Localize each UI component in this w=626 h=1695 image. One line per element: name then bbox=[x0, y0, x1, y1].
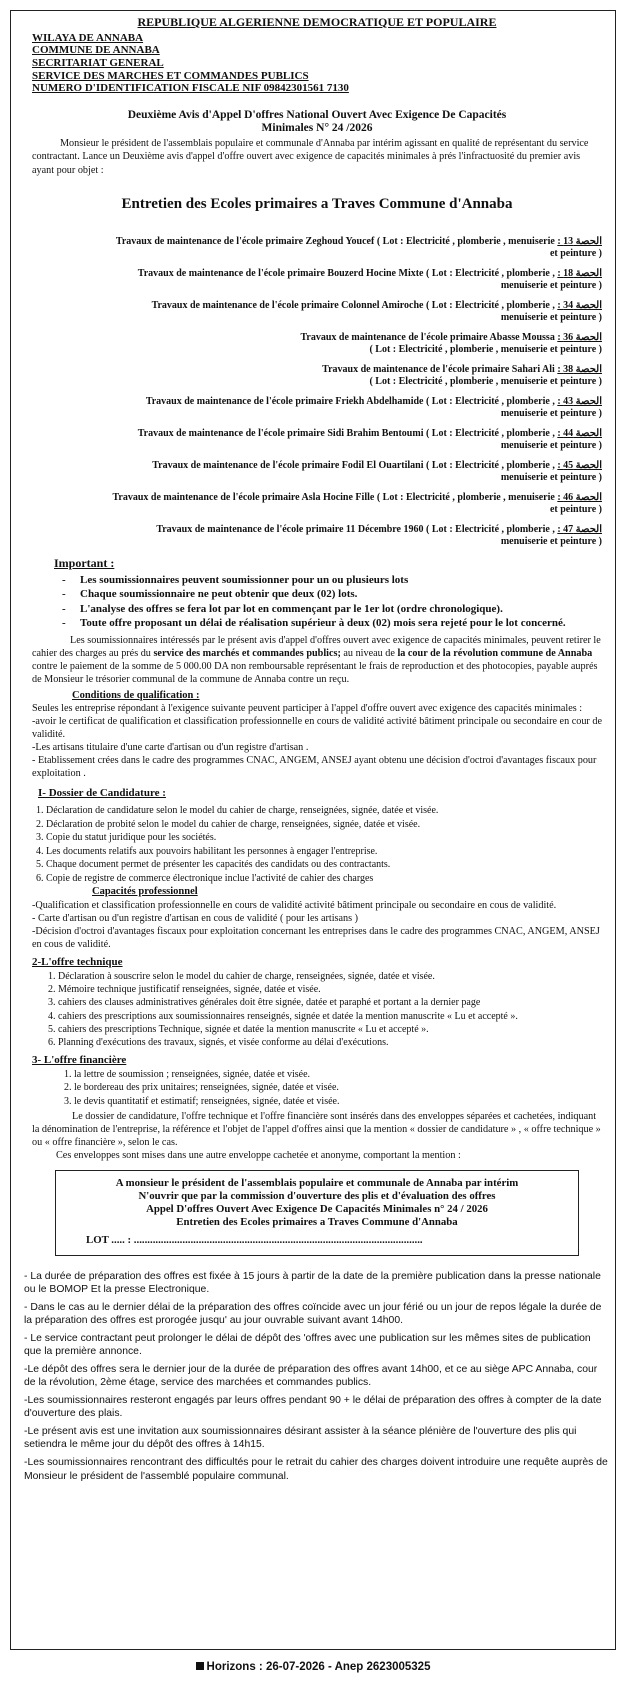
lot-item bbox=[32, 300, 602, 324]
lot-description: Travaux de maintenance de l'école primaire Asla Hocine Fille ( Lot : Electricité , plomberie , menuiserie bbox=[112, 491, 558, 503]
dossier-item: 6. Copie de registre de commerce électronique inclue l'activité de cahier des charges bbox=[46, 872, 602, 886]
avis-title-line1: Deuxième Avis d'Appel D'offres National Ouvert Avec Exigence De Capacités bbox=[127, 109, 507, 121]
qualification-line: -avoir le certificat de qualification et classification professionnelle en cours de validité activité bâtiment principale ou secondaire en cour de validité. bbox=[32, 715, 602, 741]
lot-item bbox=[32, 364, 602, 388]
envelope-line-4: Entretien des Ecoles primaires a Traves Commune d'Annaba bbox=[176, 1216, 458, 1229]
envelope-line-3: Appel D'offres Ouvert Avec Exigence De Capacités Minimales n° 24 / 2026 bbox=[146, 1203, 488, 1216]
technique-item: 4. cahiers des prescriptions aux soumissionnaires renseignés, signée et datée la mention manuscrite « Lu et accepté ». bbox=[58, 1010, 602, 1023]
retrait-text-3: contre le paiement de la somme de 5 000.00 DA non remboursable représentant le frais de reproduction et des photocopies, payable auprés de Monsieur le trésorier communal de la commune de Annaba contre un reçu. bbox=[32, 661, 598, 686]
important-item: - Les soumissionnaires peuvent soumissionner pour un ou plusieurs lots bbox=[62, 573, 602, 587]
important-title: Important : bbox=[54, 555, 115, 570]
envelope-line-1: A monsieur le président de l'assemblais populaire et communale de Annaba par intérim bbox=[115, 1176, 519, 1189]
lot-description: Travaux de maintenance de l'école primaire Friekh Abdelhamide ( Lot : Electricité , plomberie , bbox=[145, 395, 558, 407]
notice-content bbox=[24, 15, 608, 1487]
lot-continuation: menuiserie et peinture ) bbox=[500, 535, 602, 547]
technique-item: 1. Déclaration à souscrire selon le model du cahier de charge, renseignées, signée, datée et visée. bbox=[58, 970, 602, 983]
lot-item bbox=[32, 492, 602, 516]
dossier-item: 4. Les documents relatifs aux pouvoirs habilitant les personnes à engager l'entreprise. bbox=[46, 845, 602, 859]
condition-paragraph: - Dans le cas au le dernier délai de la préparation des offres coïncide avec un jour férié ou un jour de repos légale la durée de la préparation des offres est prorogée jusqu' au jour ouvrable suivant avant 14h00. bbox=[24, 1301, 602, 1327]
condition-paragraph: -Les soumissionnaires rencontrant des difficultés pour le retrait du cahier des charges doivent introduire une requête auprès de Monsieur le président de l'assemblé populaire communal. bbox=[24, 1457, 608, 1482]
financiere-item: 3. le devis quantitatif et estimatif; renseignées, signée, datée et visée. bbox=[74, 1095, 602, 1108]
lot-item bbox=[32, 236, 602, 260]
financiere-item: 2. le bordereau des prix unitaires; renseignées, signée, datée et visée. bbox=[74, 1081, 602, 1094]
conditions-section bbox=[24, 1270, 608, 1483]
header-block bbox=[32, 16, 602, 95]
financiere-item: 1. la lettre de soumission ; renseignées, signée, datée et visée. bbox=[74, 1068, 602, 1081]
lot-continuation: menuiserie et peinture ) bbox=[500, 471, 602, 483]
condition-paragraph: -Le présent avis est une invitation aux soumissionnaires désirant assister à la séance plénière de l'ouverture des plis qui setiendra le même jour du dépôt des offres à 14h15. bbox=[24, 1425, 577, 1451]
dossier-title: I- Dossier de Candidature : bbox=[38, 787, 166, 800]
retrait-bold-1: service des marchés et commandes publics; bbox=[153, 648, 341, 660]
qualification-line: -Les artisans titulaire d'une carte d'artisan ou d'un registre d'artisan . bbox=[32, 742, 309, 754]
envelope-line-2: N'ouvrir que par la commission d'ouverture des plis et d'évaluation des offres bbox=[138, 1190, 496, 1203]
lot-description: Travaux de maintenance de l'école primaire 11 Décembre 1960 ( Lot : Electricité , plomberie , bbox=[156, 523, 558, 535]
technique-item: 2. Mémoire technique justificatif renseignées, signée, datée et visée. bbox=[58, 983, 602, 996]
lot-continuation: menuiserie et peinture ) bbox=[500, 407, 602, 419]
lot-description: Travaux de maintenance de l'école primaire Bouzerd Hocine Mixte ( Lot : Electricité , plomberie , bbox=[137, 267, 558, 279]
lot-number: الحصة 13 : bbox=[557, 235, 602, 247]
retrait-text-1: Les soumissionnaires intéressés par le présent avis d'appel d'offres ouvert avec exigence de capacités minimales, peuvent retirer le cahier des charges au prés du bbox=[32, 635, 601, 660]
footer-text: Horizons : 26-07-2026 - Anep 2623005325 bbox=[206, 1661, 431, 1673]
technique-title: 2-L'offre technique bbox=[32, 955, 123, 968]
retrait-bold-2: la cour de la révolution commune de Annaba bbox=[397, 648, 593, 660]
dossier-item: 2. Déclaration de probité selon le model du cahier de charge, renseignées, signée, datée et visée. bbox=[46, 818, 602, 832]
lot-continuation: menuiserie et peinture ) bbox=[500, 279, 602, 291]
lot-number: الحصة 18 : bbox=[557, 267, 602, 279]
condition-paragraph: - Le service contractant peut prolonger le délai de dépôt des 'offres avec une publication sur les mêmes sites de publication que la première annonce. bbox=[24, 1332, 591, 1358]
lots-list bbox=[32, 236, 602, 548]
republic-title: REPUBLIQUE ALGERIENNE DEMOCRATIQUE ET POPULAIRE bbox=[137, 15, 497, 29]
important-list bbox=[62, 573, 602, 630]
technique-item: 3. cahiers des clauses administratives générales doit être signée, datée et paraphé et portant a la dernier page bbox=[58, 996, 602, 1009]
avis-title bbox=[32, 109, 602, 135]
lot-continuation: ( Lot : Electricité , plomberie , menuiserie et peinture ) bbox=[369, 375, 602, 387]
lot-number: الحصة 36 : bbox=[557, 331, 602, 343]
avis-title-line2: Minimales N° 24 /2026 bbox=[261, 122, 373, 135]
lot-continuation: ( Lot : Electricité , plomberie , menuiserie et peinture ) bbox=[369, 343, 602, 355]
dossier-item: 5. Chaque document permet de présenter les capacités des candidats ou des contractants. bbox=[46, 858, 602, 872]
lot-number: الحصة 38 : bbox=[557, 363, 602, 375]
envelope-lot-line: LOT ..... : ........................................................................................................... bbox=[86, 1233, 423, 1246]
lot-number: الحصة 44 : bbox=[557, 427, 602, 439]
dossier-item: 1. Déclaration de candidature selon le model du cahier de charge, renseignées, signée, datée et visée. bbox=[46, 804, 602, 818]
main-title: Entretien des Ecoles primaires a Traves Commune d'Annaba bbox=[121, 195, 513, 212]
avis-intro: Monsieur le président de l'assemblais populaire et communale d'Annaba par intérim agissant en qualité de représentant du service contractant. Lance un Deuxième avis d'appel d'offre ouvert avec exigence de capacités minimales à prés l'infractuosité du premier avis ayant pour objet : bbox=[32, 138, 589, 176]
qualification-line: Seules les entreprise répondant à l'exigence suivante peuvent participer à l'appel d'offre ouvert avec exigence des capacités minimales : bbox=[32, 702, 583, 714]
lot-description: Travaux de maintenance de l'école primaire Abasse Moussa bbox=[300, 331, 558, 343]
envelope-box bbox=[55, 1170, 579, 1256]
financiere-list bbox=[32, 1068, 602, 1108]
capacites-line: - Carte d'artisan ou d'un registre d'artisan en cous de validité ( pour les artisans ) bbox=[32, 912, 359, 924]
condition-paragraph: -Le dépôt des offres sera le dernier jour de la durée de préparation des offres avant 14h00, et ce au siège APC Annaba, cour de la révolution, 2ème étage, service des marchées et commandes publics. bbox=[24, 1363, 598, 1389]
condition-paragraph: - La durée de préparation des offres est fixée à 15 jours à partir de la date de la première publication dans la presse nationale ou le BOMOP Et la presse Electronique. bbox=[24, 1270, 601, 1296]
lot-number: الحصة 47 : bbox=[557, 523, 602, 535]
lot-number: الحصة 34 : bbox=[557, 299, 602, 311]
capacites-line: -Qualification et classification professionnelle en cours de validité activité bâtiment principale ou secondaire en cous de validité. bbox=[32, 899, 557, 911]
dossier-list bbox=[32, 804, 602, 885]
technique-item: 5. cahiers des prescriptions Technique, signée et datée la mention manuscrite « Lu et accepté ». bbox=[58, 1023, 602, 1036]
enveloppes-mention: Ces enveloppes sont mises dans une autre enveloppe cachetée et anonyme, comportant la mention : bbox=[56, 1149, 461, 1161]
header-line-service: SERVICE DES MARCHES ET COMMANDES PUBLICS bbox=[32, 69, 309, 82]
important-item: - Chaque soumissionnaire ne peut obtenir que deux (02) lots. bbox=[62, 587, 602, 601]
lot-description: Travaux de maintenance de l'école primaire Sidi Brahim Bentoumi ( Lot : Electricité , plomberie , bbox=[137, 427, 558, 439]
condition-paragraph: -Les soumissionnaires resteront engagés par leurs offres pendant 90 + le délai de préparation des offres à compter de la date d'ouverture des plais. bbox=[24, 1394, 602, 1420]
lot-continuation: et peinture ) bbox=[549, 503, 602, 515]
important-item: - L'analyse des offres se fera lot par lot en commençant par le 1er lot (ordre chronologique). bbox=[62, 602, 602, 616]
lot-continuation: menuiserie et peinture ) bbox=[500, 439, 602, 451]
lot-description: Travaux de maintenance de l'école primaire Fodil El Ouartilani ( Lot : Electricité , plomberie , bbox=[152, 459, 558, 471]
capacites-title: Capacités professionnel bbox=[92, 886, 198, 898]
qualification-line: - Etablissement crées dans le cadre des programmes CNAC, ANGEM, ANSEJ ayant obtenu une décision d'octroi d'avantages fiscaux pour exploitation . bbox=[32, 755, 597, 780]
retrait-paragraph bbox=[32, 634, 602, 686]
important-item: - Toute offre proposant un délai de réalisation supérieur à deux (02) mois sera rejeté pour le lot concerné. bbox=[62, 616, 602, 630]
retrait-text-2: au niveau de bbox=[340, 648, 398, 660]
lot-continuation: et peinture ) bbox=[549, 247, 602, 259]
header-line-nif: NUMERO D'IDENTIFICATION FISCALE NIF 09842301561 7130 bbox=[32, 82, 349, 95]
newspaper-notice bbox=[10, 10, 616, 1685]
lot-item bbox=[32, 428, 602, 452]
lot-number: الحصة 43 : bbox=[557, 395, 602, 407]
technique-item: 6. Planning d'exécutions des travaux, signés, et visée conforme au délai d'exécutions. bbox=[58, 1036, 602, 1049]
lot-description: Travaux de maintenance de l'école primaire Zeghoud Youcef ( Lot : Electricité , plomberie , menuiserie bbox=[115, 235, 558, 247]
lot-continuation: menuiserie et peinture ) bbox=[500, 311, 602, 323]
header-line-wilaya: WILAYA DE ANNABA bbox=[32, 31, 144, 44]
capacites-line: -Décision d'octroi d'avantages fiscaux pour exploitation concernant les entreprises dans le cadre des programmes CNAC, ANGEM, ANSEJ en cous de validité. bbox=[32, 925, 600, 950]
lot-item bbox=[32, 460, 602, 484]
financiere-title: 3- L'offre financière bbox=[32, 1054, 127, 1067]
lot-number: الحصة 45 : bbox=[557, 459, 602, 471]
lot-number: الحصة 46 : bbox=[557, 491, 602, 503]
lot-item bbox=[32, 268, 602, 292]
lot-item bbox=[32, 396, 602, 420]
lot-item bbox=[32, 524, 602, 548]
publication-footer bbox=[10, 1660, 616, 1675]
lot-item bbox=[32, 332, 602, 356]
header-line-secretariat: SECRITARIAT GENERAL bbox=[32, 57, 164, 70]
qualification-title: Conditions de qualification : bbox=[72, 689, 200, 701]
technique-list bbox=[32, 970, 602, 1049]
square-bullet-icon bbox=[196, 1662, 204, 1670]
dossier-item: 3. Copie du statut juridique pour les sociétés. bbox=[46, 831, 602, 845]
header-line-commune: COMMUNE DE ANNABA bbox=[32, 44, 160, 57]
lot-description: Travaux de maintenance de l'école primaire Colonnel Amiroche ( Lot : Electricité , plomberie , bbox=[151, 299, 558, 311]
enveloppes-paragraph: Le dossier de candidature, l'offre technique et l'offre financière sont insérés dans des enveloppes séparées et cachetées, indiquant la dénomination de l'entreprise, la référence et l'objet de l'appel d'offres ainsi que la mention « dossier de candidature » , « offre technique » ou « offre financière », selon le cas. bbox=[32, 1110, 601, 1148]
lot-description: Travaux de maintenance de l'école primaire Sahari Ali bbox=[322, 363, 558, 375]
